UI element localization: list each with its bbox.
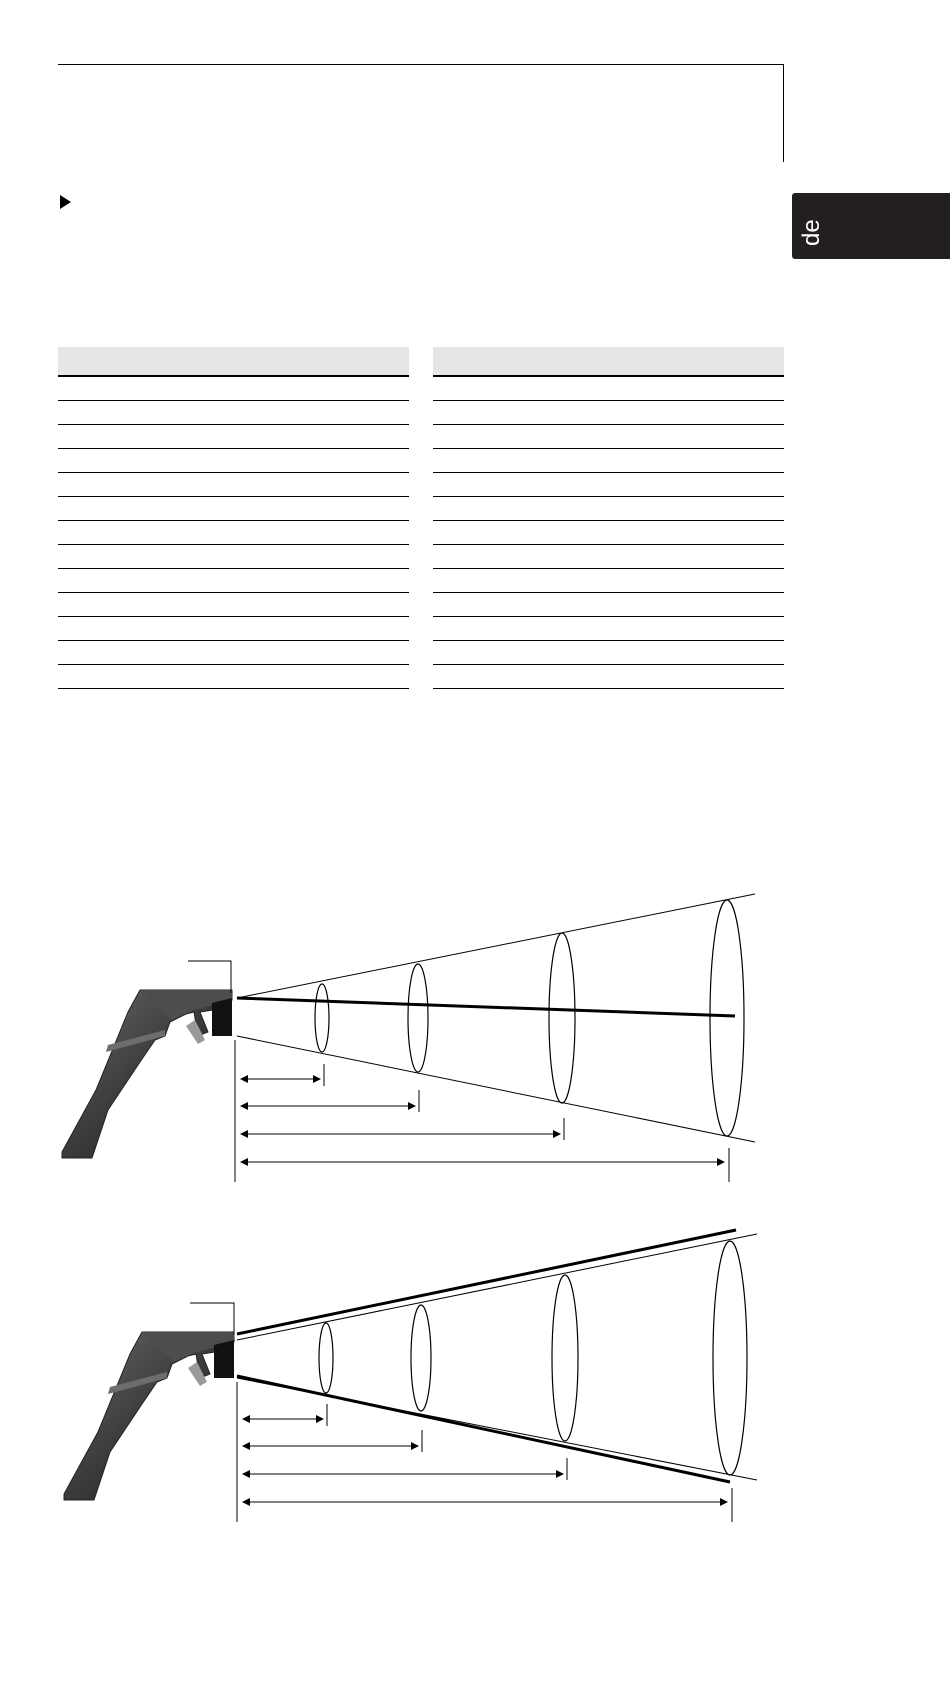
top-diagram [62, 894, 755, 1182]
ir-thermometer-icon [62, 990, 232, 1158]
ir-thermometer-icon [64, 1332, 234, 1500]
bottom-diagram [64, 1230, 757, 1522]
language-tab-label: de [798, 219, 825, 246]
